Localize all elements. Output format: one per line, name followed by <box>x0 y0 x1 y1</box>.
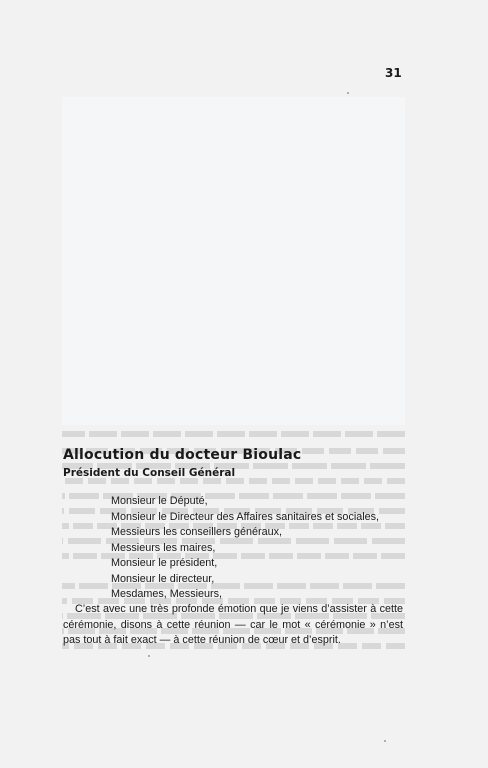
salutation-list <box>111 494 379 603</box>
salutation-line: Monsieur le Directeur des Affaires sanitaires et sociales, <box>111 510 380 523</box>
print-speck <box>384 740 386 742</box>
salutation-line: Monsieur le président, <box>111 557 218 569</box>
speech-title: Allocution du docteur Bioulac <box>63 447 302 463</box>
print-speck <box>347 92 349 94</box>
body-paragraph-text: C’est avec une très profonde émotion que je viens d’assister à cette cérémonie, disons à cette réunion — car le mot « cérémonie » n’est pas tout à fait exact — à cette réunion de cœur et d’esprit. <box>63 603 403 646</box>
salutation-line: Messieurs les maires, <box>111 541 216 554</box>
print-speck <box>148 655 150 657</box>
salutation-line: Monsieur le directeur, <box>111 572 215 585</box>
page-number: 31 <box>385 66 402 80</box>
salutation-line: Monsieur le Député, <box>111 495 208 507</box>
photo-placeholder <box>62 97 405 425</box>
body-paragraph <box>63 602 403 649</box>
speaker-role: Président du Conseil Général <box>63 467 236 479</box>
salutation-line: Messieurs les conseillers généraux, <box>111 526 283 538</box>
salutation-line: Mesdames, Messieurs, <box>111 588 223 600</box>
